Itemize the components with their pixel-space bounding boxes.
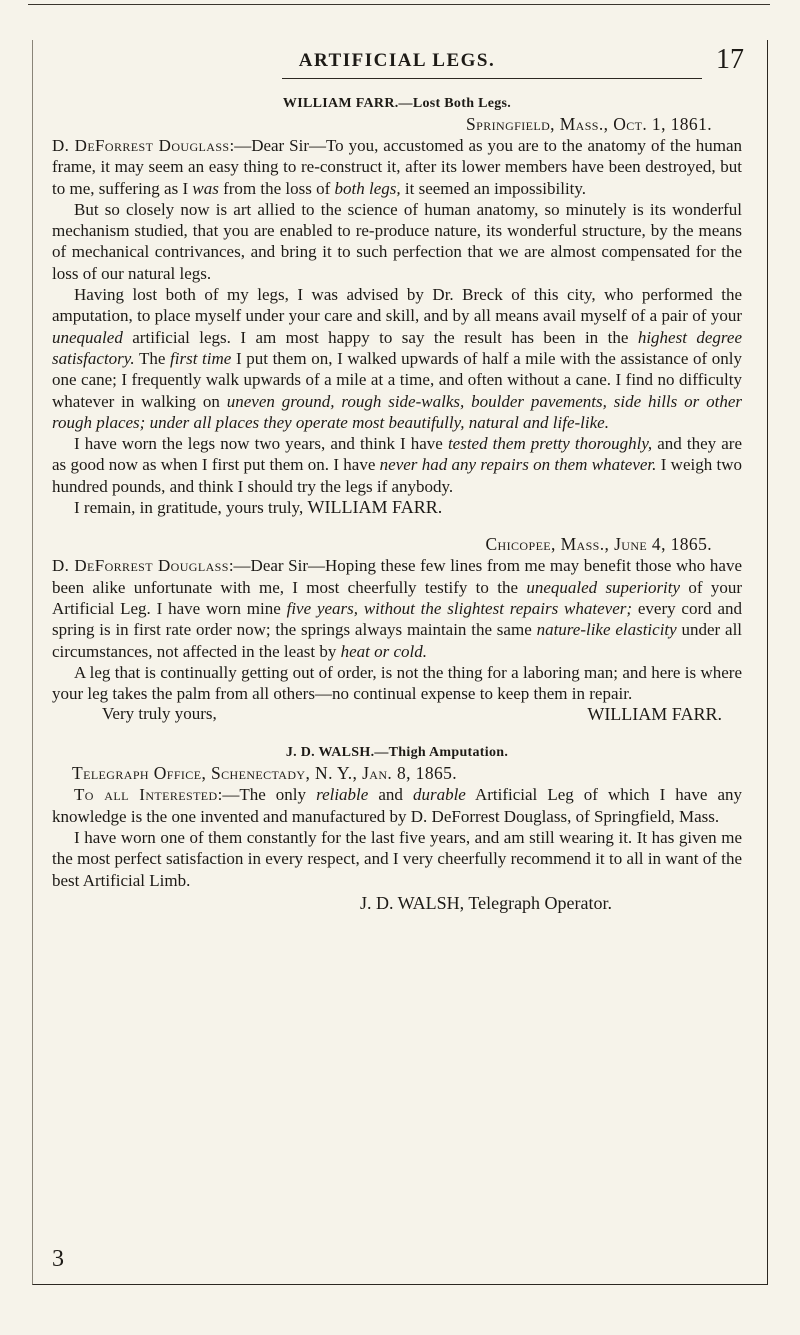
signature-name: WILLIAM FARR. bbox=[587, 704, 722, 725]
page-content bbox=[52, 40, 742, 914]
signature-name: J. D. WALSH, Telegraph Operator. bbox=[360, 892, 613, 913]
salutation: D. DeForrest Douglass bbox=[52, 556, 229, 576]
paragraph: I have worn the legs now two years, and think I have tested them pretty thoroughly, and they are as good now as when I first put them on. I have never had any repairs on them whatever. I weigh two hundred pounds, and think I should try the legs if anybody. bbox=[52, 434, 742, 496]
signature-name: WILLIAM FARR. bbox=[307, 497, 443, 518]
paragraph: A leg that is continually getting out of order, is not the thing for a laboring man; and here is where your leg takes the palm from all others—no continual expense to keep them in repair. bbox=[52, 662, 742, 704]
paragraph: Having lost both of my legs, I was advised by Dr. Breck of this city, who performed the amputation, to place myself under your care and skill, and by all means avail myself of a pair of your unequaled artificial legs. I am most happy to say the result has been in the highest degree satisfactory. The first time I put them on, I walked upwards of half a mile with the assistance of only one cane; I frequently walk upwards of a mile at a time, and often without a cane. I find no difficulty whatever in walking on uneven ground, rough side-walks, boulder pavements, side hills or other rough places; under all places they operate most beautifully, natural and life-like. bbox=[52, 285, 742, 432]
closing-line: I remain, in gratitude, yours truly, WILLIAM FARR. bbox=[74, 497, 443, 518]
dateline-schenectady: Telegraph Office, Schenectady, N. Y., Jan. 8, 1865. bbox=[72, 763, 458, 784]
testimonial-heading-farr: WILLIAM FARR.—Lost Both Legs. bbox=[282, 96, 512, 111]
paragraph: But so closely now is art allied to the science of human anatomy, so minutely is its wonderful mechanism studied, that you are enabled to re-produce nature, its wonderful structure, by the means of mechanical contrivances, and bring it to such perfection that we are almost compensated for the loss of our natural legs. bbox=[52, 199, 742, 283]
salutation: D. DeForrest Douglass bbox=[52, 136, 230, 155]
paragraph: To all Interested:—The only reliable and durable Artificial Leg of which I have any knowledge is the one invented and manufactured by D. DeForrest Douglass, of Springfield, Mass. bbox=[52, 785, 742, 826]
testimonial-heading-walsh: J. D. WALSH.—Thigh Amputation. bbox=[285, 745, 509, 761]
dateline-chicopee: Chicopee, Mass., June 4, 1865. bbox=[485, 534, 712, 555]
running-title: ARTIFICIAL LEGS. bbox=[298, 50, 496, 71]
dateline-springfield: Springfield, Mass., Oct. 1, 1861. bbox=[466, 114, 712, 134]
paragraph: D. DeForrest Douglass:—Dear Sir—Hoping these few lines from me may benefit those who have been alike unfortunate with me, I most cheerfully testify to the unequaled superiority of your Artificial Leg. I have worn mine five years, without the slightest repairs whatever; every cord and spring is in first rate order now; the springs always maintain the same nature-like elasticity under all circumstances, not affected in the least by heat or cold. bbox=[52, 556, 743, 661]
closing-line: Very truly yours, WILLIAM FARR. bbox=[102, 704, 722, 725]
paragraph: D. DeForrest Douglass:—Dear Sir—To you, accustomed as you are to the anatomy of the human frame, it may seem an easy thing to re-construct it, after its lower members have been destroyed, but to me, suffering as I was from the loss of both legs, it seemed an impossibility. bbox=[52, 136, 742, 198]
top-rule bbox=[28, 4, 770, 5]
salutation: To all Interested bbox=[74, 785, 218, 805]
signature-mark: 3 bbox=[52, 1246, 64, 1272]
running-head bbox=[52, 40, 742, 80]
page-number: 17 bbox=[716, 44, 744, 75]
head-rule bbox=[282, 78, 702, 79]
paragraph: I have worn one of them constantly for the last five years, and am still wearing it. It has given me the most perfect satisfaction in every respect, and I very cheerfully recommend it to all in want of the best Artificial Limb. bbox=[52, 828, 742, 890]
